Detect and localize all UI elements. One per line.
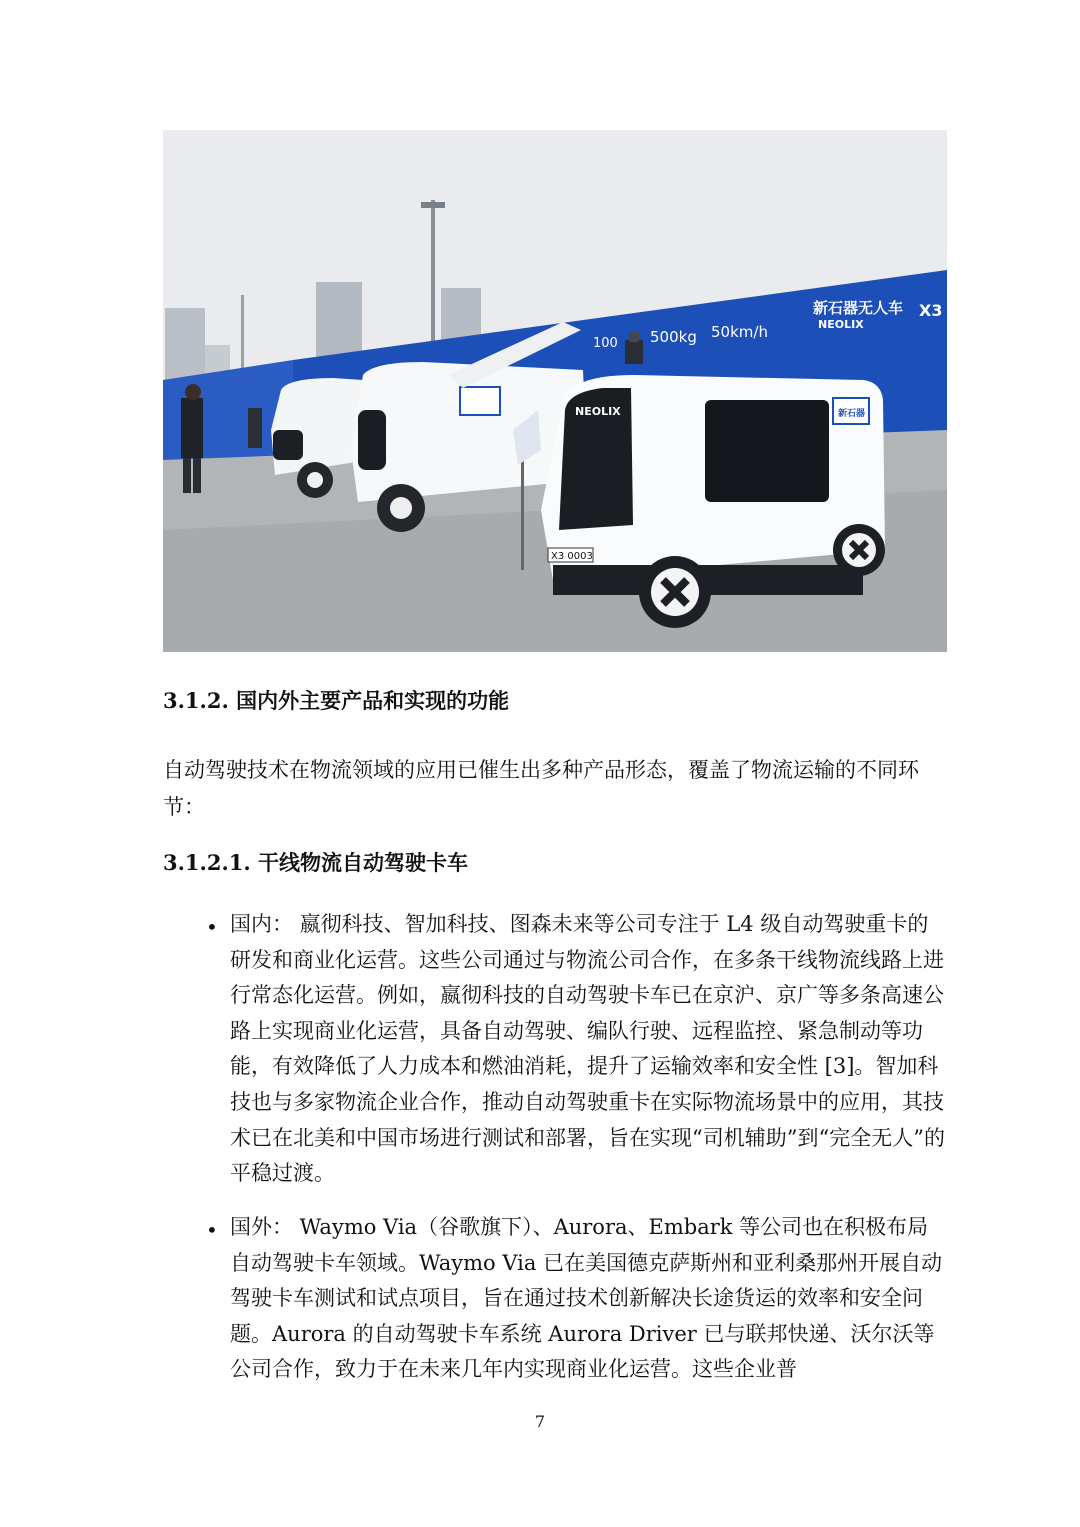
bullet-marker: • (206, 1218, 218, 1242)
spec-speed: 50km/h (711, 323, 768, 341)
subsection-heading: 3.1.2.1. 干线物流自动驾驶卡车 (163, 850, 469, 875)
vehicle-photo (163, 130, 947, 652)
spec-load: 500kg (650, 328, 697, 346)
license-plate: X3 0003 (551, 551, 593, 562)
banner-brand-en: NEOLIX (818, 318, 864, 331)
bullet-marker: • (206, 915, 218, 939)
vehicle-logo-cn: 新石器 (838, 409, 866, 419)
bullet-foreign: 国外： Waymo Via（谷歌旗下）、Aurora、Embark 等公司也在积极布局自动驾驶卡车领域。Waymo Via 已在美国德克萨斯州和亚利桑那州开展自动驾驶卡车测试和试点项目，旨在通过技术创新解决长途货运的效率和安全问题。Aurora 的自动驾驶卡车系统 Aurora Driver 已与联邦快递、沃尔沃等公司合作，致力于在未来几年内实现商业化运营。这些企业普 (230, 1215, 943, 1382)
vehicle-brand: NEOLIX (575, 405, 621, 418)
page-number: 7 (534, 1412, 546, 1431)
intro-paragraph: 自动驾驶技术在物流领域的应用已催生出多种产品形态，覆盖了物流运输的不同环节： (163, 758, 919, 819)
bullet-domestic: 国内： 嬴彻科技、智加科技、图森未来等公司专注于 L4 级自动驾驶重卡的研发和商业化运营。这些公司通过与物流公司合作，在多条干线物流线路上进行常态化运营。例如，嬴彻科技的自动驾驶卡车已在京沪、京广等多条高速公路上实现商业化运营，具备自动驾驶、编队行驶、远程监控、紧急制动等功能，有效降低了人力成本和燃油消耗，提升了运输效率和安全性 [3]。智加科技也与多家物流企业合作，推动自动驾驶重卡在实际物流场景中的应用，其技术已在北美和中国市场进行测试和部署，旨在实现“司机辅助”到“完全无人”的平稳过渡。 (230, 912, 945, 1186)
spec-partial: 100 (593, 336, 618, 351)
banner-brand-cn: 新石器无人车 (813, 299, 904, 317)
banner-model: X3 (919, 301, 943, 320)
section-heading: 3.1.2. 国内外主要产品和实现的功能 (163, 688, 510, 713)
